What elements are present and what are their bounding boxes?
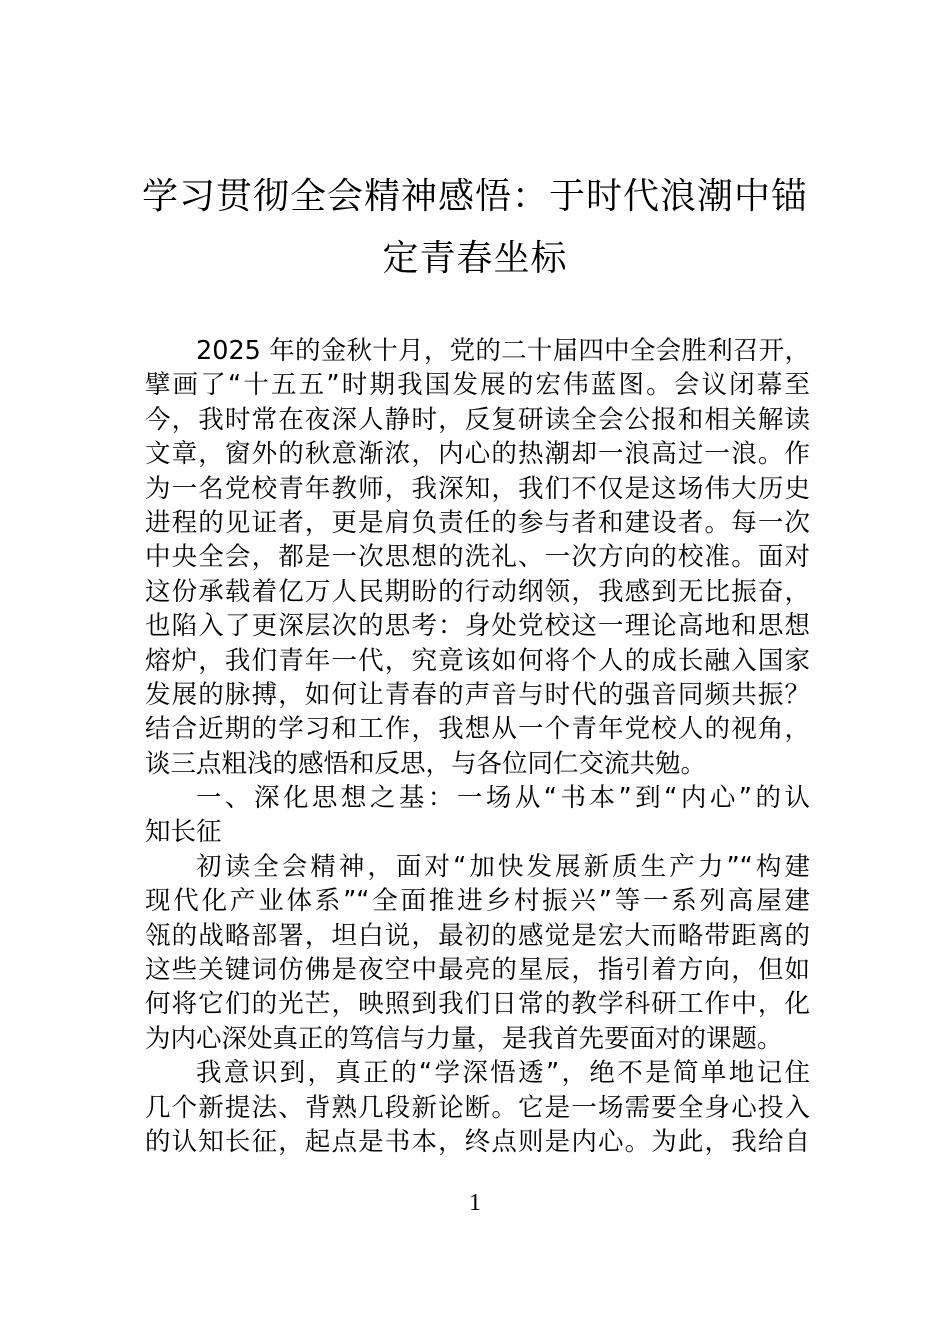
body-line: 结合近期的学习和工作，我想从一个青年党校人的视角， — [145, 714, 810, 745]
body-line: 何将它们的光芒，映照到我们日常的教学科研工作中，化 — [145, 989, 810, 1020]
body-line: 擘画了“十五五”时期我国发展的宏伟蓝图。会议闭幕至 — [145, 370, 810, 401]
document-title — [120, 166, 830, 290]
body-line: 现代化产业体系”“全面推进乡村振兴”等一系列高屋建 — [145, 886, 810, 917]
body-line: 发展的脉搏，如何让青春的声音与时代的强音同频共振？ — [145, 679, 810, 710]
body-line: 中央全会，都是一次思想的洗礼、一次方向的校准。面对 — [145, 542, 810, 573]
title-line-1: 学习贯彻全会精神感悟：于时代浪潮中锚 — [141, 176, 808, 217]
body-line: 这些关键词仿佛是夜空中最亮的星辰，指引着方向，但如 — [145, 955, 810, 986]
body-line: 为一名党校青年教师，我深知，我们不仅是这场伟大历史 — [145, 473, 810, 504]
body-line: 初读全会精神，面对“加快发展新质生产力”“构建 — [196, 851, 810, 882]
body-line: 进程的见证者，更是肩负责任的参与者和建设者。每一次 — [145, 507, 810, 538]
body-line: 也陷入了更深层次的思考：身处党校这一理论高地和思想 — [145, 611, 810, 642]
body-line: 瓴的战略部署，坦白说，最初的感觉是宏大而略带距离的 — [145, 920, 810, 951]
page-number: 1 — [469, 1190, 481, 1216]
body-line: 这份承载着亿万人民期盼的行动纲领，我感到无比振奋， — [145, 576, 810, 607]
body-line: 熔炉，我们青年一代，究竟该如何将个人的成长融入国家 — [145, 645, 810, 676]
body-line: 今，我时常在夜深人静时，反复研读全会公报和相关解读 — [145, 404, 810, 435]
body-line: 我意识到，真正的“学深悟透”，绝不是简单地记住 — [196, 1058, 810, 1089]
body-line: 为内心深处真正的笃信与力量，是我首先要面对的课题。 — [145, 1023, 783, 1054]
title-line-2: 定青春坐标 — [382, 238, 568, 279]
body-line: 谈三点粗浅的感悟和反思，与各位同仁交流共勉。 — [145, 748, 707, 779]
body-line: 文章，窗外的秋意渐浓，内心的热潮却一浪高过一浪。作 — [145, 439, 810, 470]
body-line: 几个新提法、背熟几段新论断。它是一场需要全身心投入 — [145, 1092, 810, 1123]
document-body — [145, 334, 810, 1159]
body-line: 的认知长征，起点是书本，终点则是内心。为此，我给自 — [145, 1126, 810, 1157]
body-line: 2025 年的金秋十月，党的二十届四中全会胜利召开， — [196, 336, 810, 366]
section-heading-line: 知长征 — [145, 817, 222, 848]
section-heading-line: 一、深化思想之基：一场从“书本”到“内心”的认 — [196, 783, 810, 814]
